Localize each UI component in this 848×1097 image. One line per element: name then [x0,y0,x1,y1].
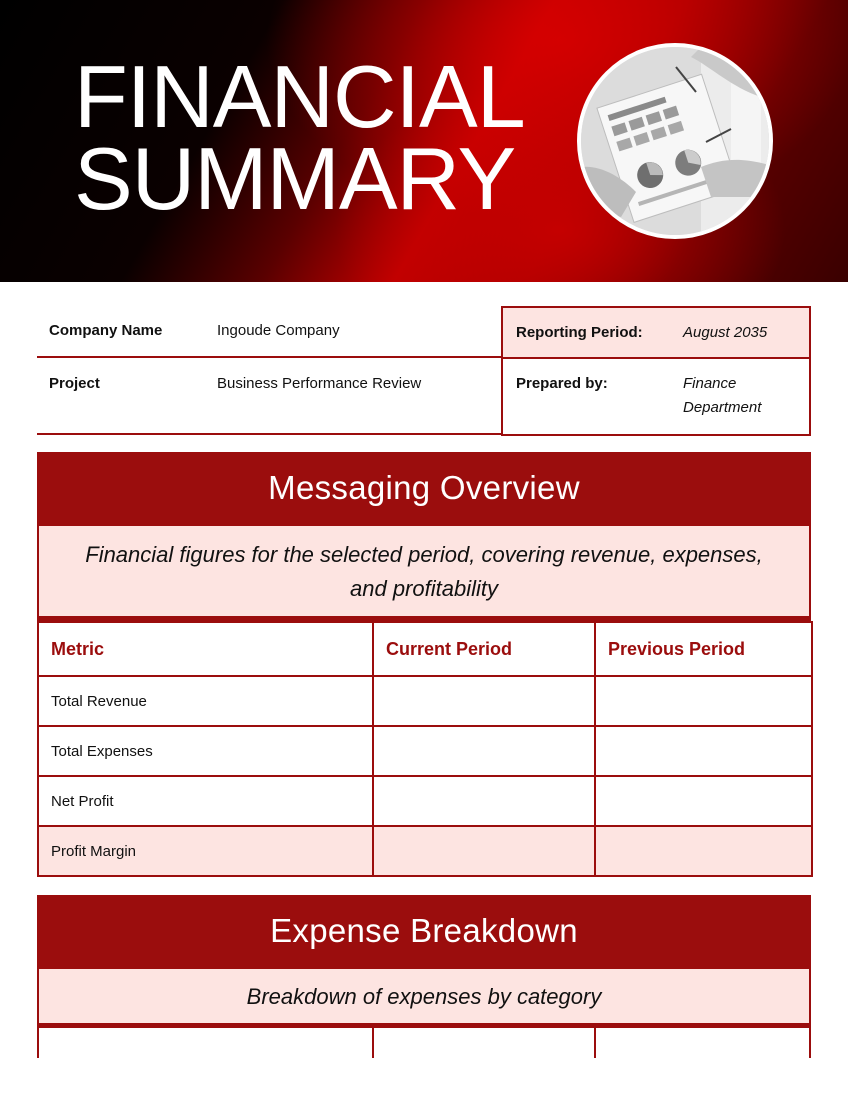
section-title: Expense Breakdown [37,895,811,969]
reporting-period-label: Reporting Period: [516,324,643,341]
business-meeting-image [581,47,769,235]
description-line-1: Financial figures for the selected period, covering revenue, expenses, [85,542,763,567]
table-row [38,726,812,776]
prepared-by-line-2: Department [683,399,762,416]
column-divider [594,1028,596,1058]
prepared-by-value [683,372,761,420]
current-period-cell [373,726,595,776]
expense-breakdown-section [37,895,811,1058]
previous-period-cell [595,776,812,826]
metric-cell: Net Profit [38,776,373,826]
column-header: Current Period [373,622,595,676]
current-period-cell [373,676,595,726]
metric-cell: Total Expenses [38,726,373,776]
section-title: Messaging Overview [37,452,811,526]
table-header-row [38,622,812,676]
previous-period-cell [595,676,812,726]
project-value: Business Performance Review [217,375,422,392]
metric-cell: Total Revenue [38,676,373,726]
description-line-2: and profitability [350,576,498,601]
info-divider [37,356,501,358]
prepared-by-label: Prepared by: [516,375,608,392]
column-header: Metric [38,622,373,676]
messaging-overview-section [37,452,811,877]
metric-cell: Profit Margin [38,826,373,876]
reporting-box [501,306,811,436]
reporting-period-value: August 2035 [683,324,768,341]
header-photo [577,43,773,239]
previous-period-cell [595,726,812,776]
column-divider [372,1028,374,1058]
info-divider [37,433,501,435]
previous-period-cell [595,826,812,876]
project-label: Project [49,375,100,392]
expense-table-partial [37,1028,811,1058]
project-info-table [37,306,811,436]
section-description: Breakdown of expenses by category [37,969,811,1028]
title-line-1: FINANCIAL [74,47,525,146]
title-line-2: SUMMARY [74,129,516,228]
table-row [38,776,812,826]
section-description [37,526,811,621]
header-banner [0,0,848,282]
company-name-label: Company Name [49,322,163,339]
metrics-table [37,621,813,877]
table-row [38,826,812,876]
company-name-value: Ingoude Company [217,322,340,339]
column-header: Previous Period [595,622,812,676]
current-period-cell [373,826,595,876]
page-title [74,47,525,228]
prepared-by-line-1: Finance [683,375,737,392]
current-period-cell [373,776,595,826]
table-row [38,676,812,726]
